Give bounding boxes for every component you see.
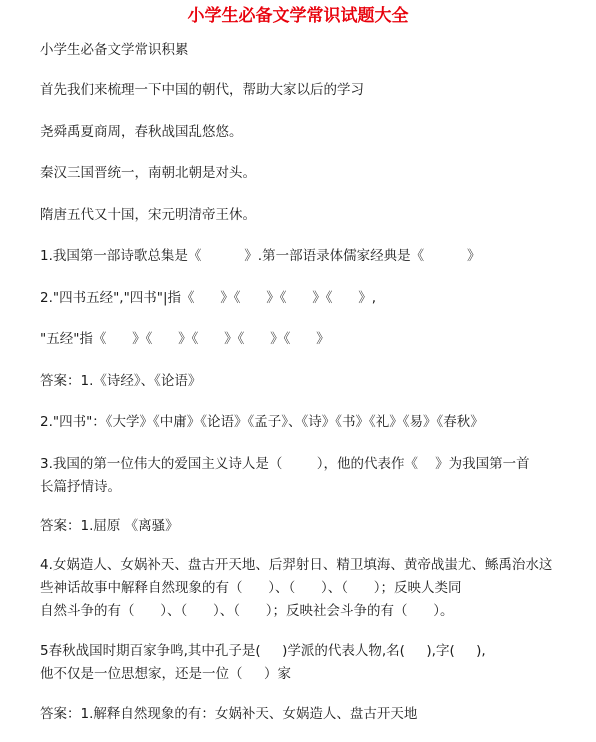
- text-line: 答案：1.《诗经》、《论语》: [40, 373, 202, 389]
- text-line: 他不仅是一位思想家，还是一位（ ）家: [40, 666, 291, 682]
- text-line: 尧舜禹夏商周，春秋战国乱悠悠。: [40, 124, 243, 140]
- text-line: 些神话故事中解释自然现象的有（ ）、（ ）、（ ）；反映人类同: [40, 580, 462, 596]
- text-line: 3.我国的第一位伟大的爱国主义诗人是（ ），他的代表作《 》为我国第一首: [40, 456, 530, 472]
- text-line: 隋唐五代又十国，宋元明清帝王休。: [40, 207, 256, 223]
- text-line: 秦汉三国晋统一，南朝北朝是对头。: [40, 165, 256, 181]
- text-line: 1.我国第一部诗歌总集是《 》.第一部语录体儒家经典是《 》: [40, 248, 481, 264]
- text-line: 答案：1.屈原 《离骚》: [40, 518, 179, 534]
- text-line: 答案：1.解释自然现象的有：女娲补天、女娲造人、盘古开天地: [40, 706, 418, 722]
- text-line: 长篇抒情诗。: [40, 479, 121, 495]
- text-line: "五经"指《 》《 》《 》《 》《 》: [40, 331, 330, 347]
- text-line: 2."四书"：《大学》《中庸》《论语》《孟子》、《诗》《书》《礼》《易》《春秋》: [40, 414, 484, 430]
- document-title: 小学生必备文学常识试题大全: [187, 6, 409, 26]
- text-line: 自然斗争的有（ ）、（ ）、（ ）；反映社会斗争的有（ ）。: [40, 603, 454, 619]
- text-line: 首先我们来梳理一下中国的朝代，帮助大家以后的学习: [40, 82, 364, 98]
- text-line: 4.女娲造人、女娲补天、盘古开天地、后羿射日、精卫填海、黄帝战蚩尤、鲧禹治水这: [40, 557, 553, 573]
- text-line: 2."四书五经","四书"|指《 》《 》《 》《 》,: [40, 290, 377, 306]
- text-line: 小学生必备文学常识积累: [40, 42, 189, 58]
- text-line: 5春秋战国时期百家争鸣,其中孔子是( )学派的代表人物,名( ),字( ),: [40, 643, 486, 659]
